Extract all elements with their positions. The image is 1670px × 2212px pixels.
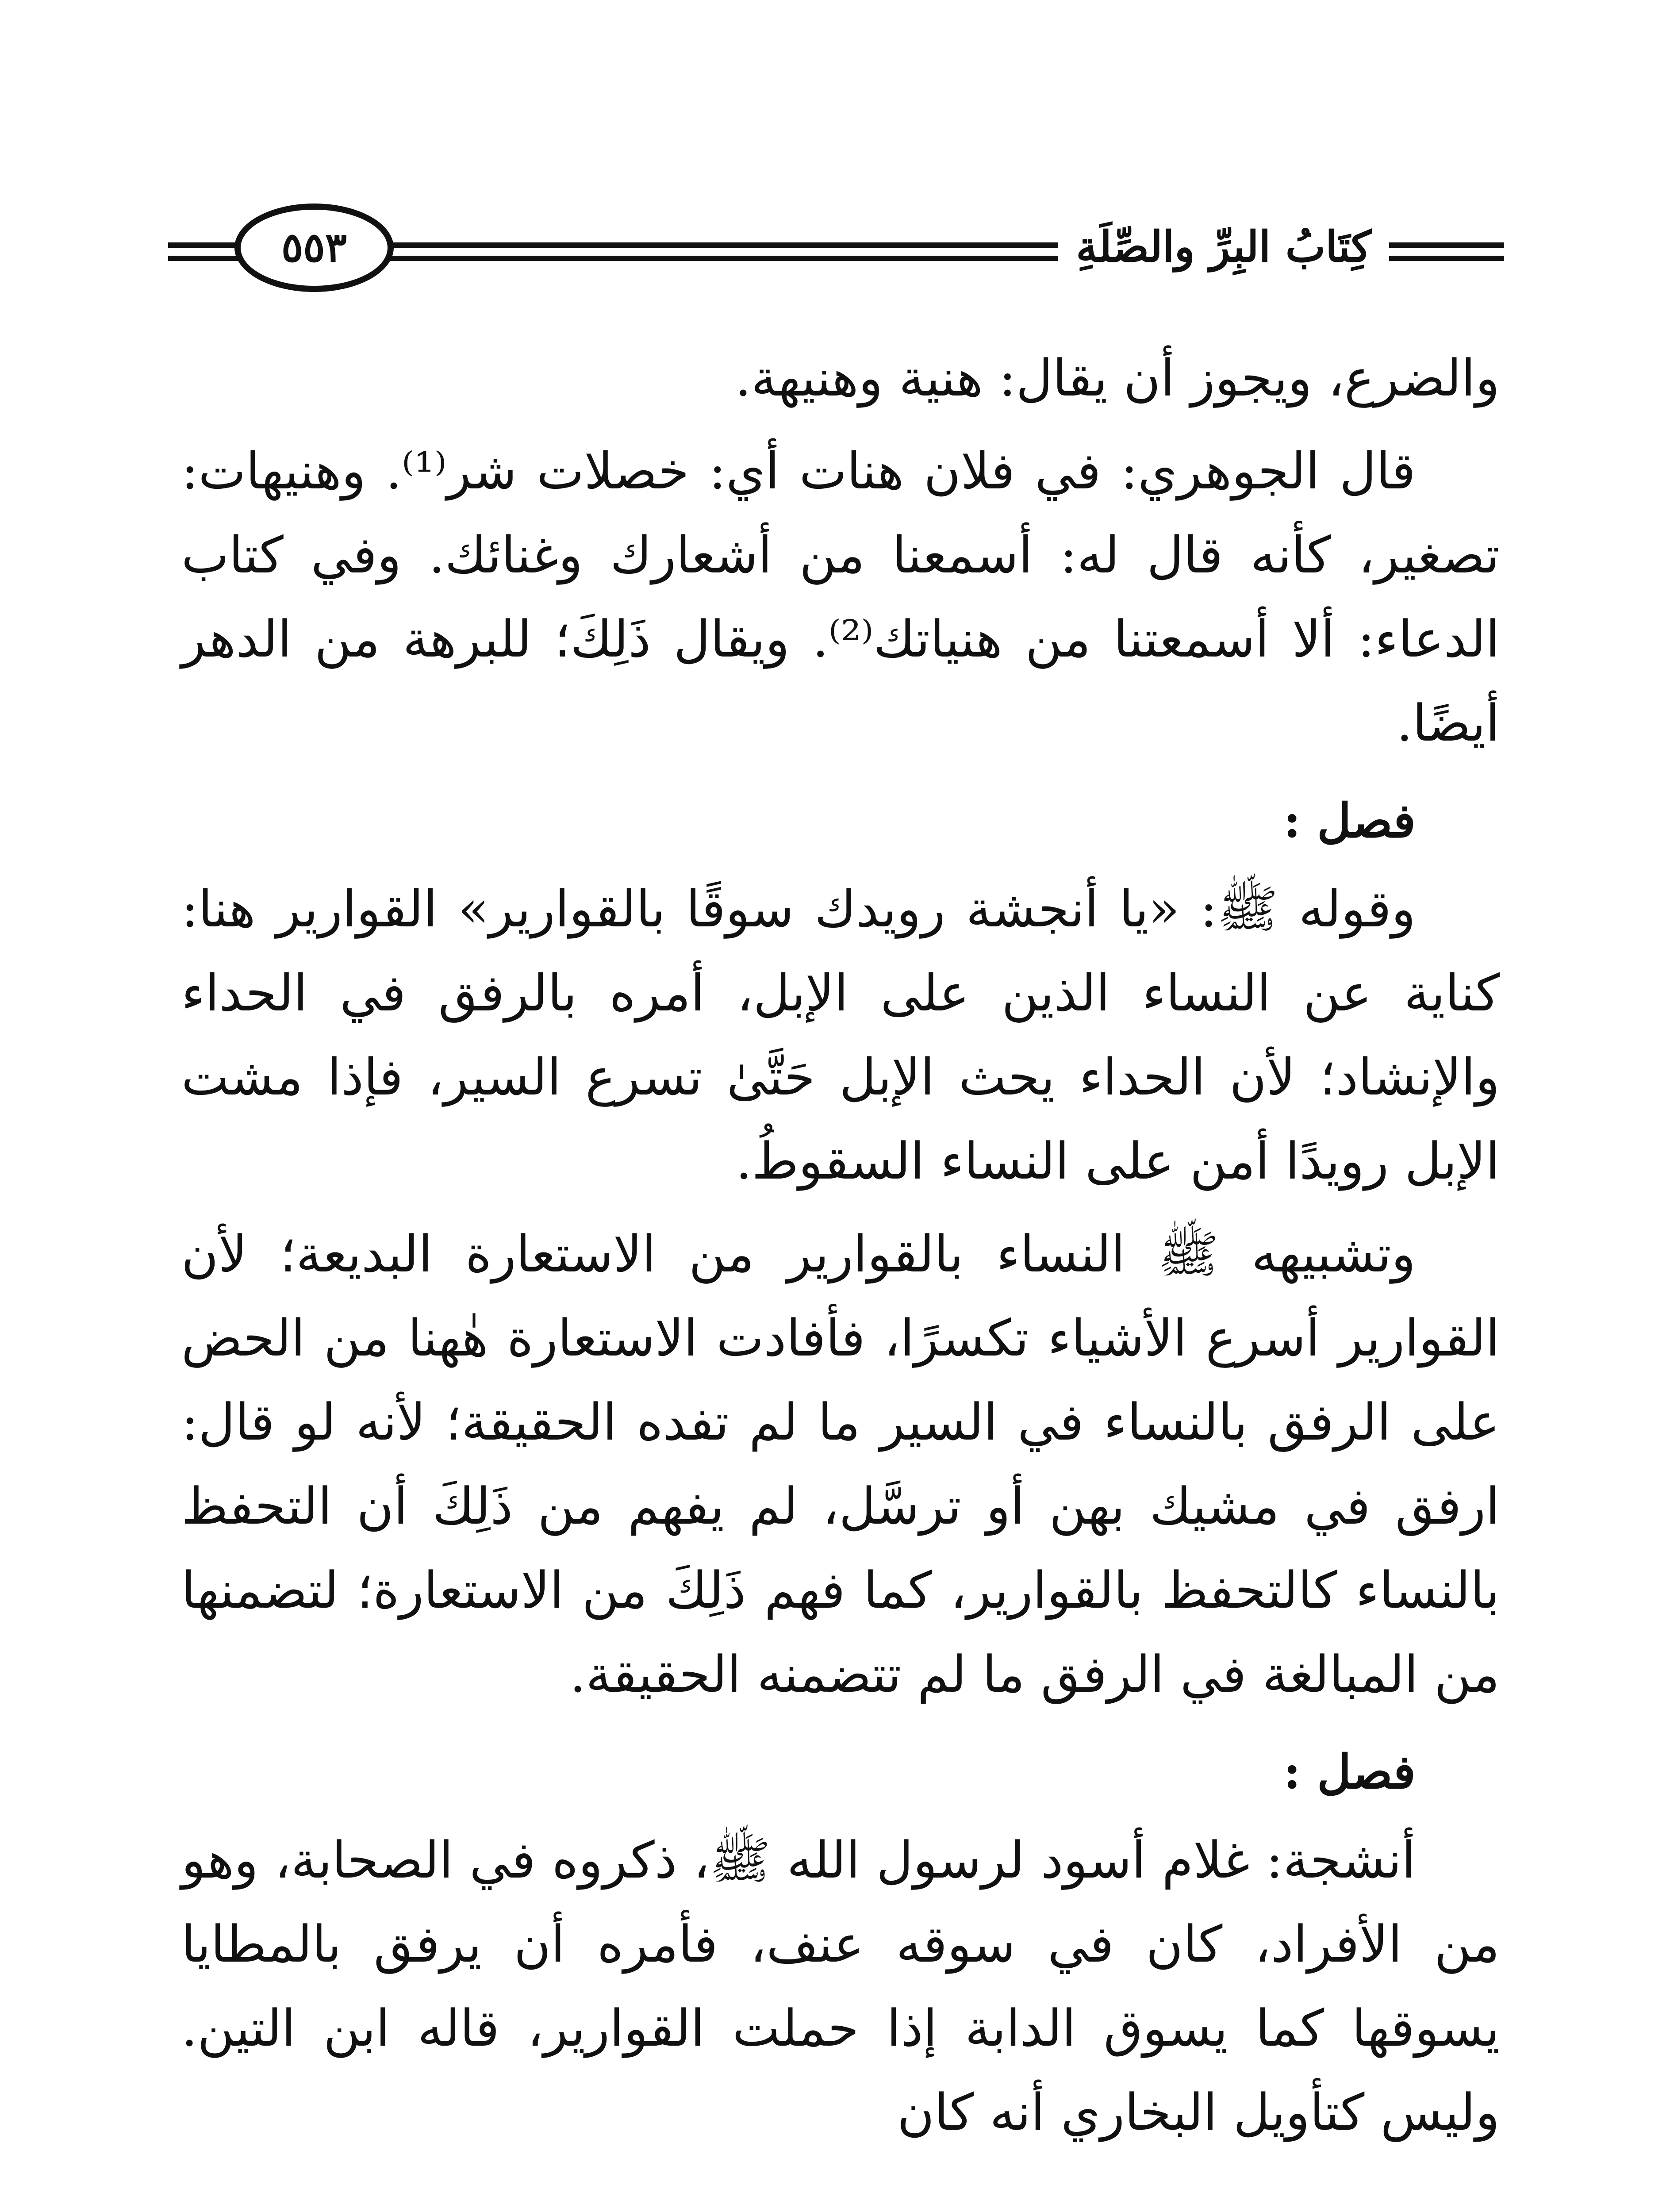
paragraph: قال الجوهري: في فلان هنات أي: خصلات شر⁽¹⁾. وهنيهات: تصغير، كأنه قال له: أسمعنا من أشعارك وغنائك. وفي كتاب الدعاء: ألا أسمعتنا من هنياتك⁽²⁾. ويقال ذَلِكَ؛ للبرهة من الدهر أيضًا.	[181, 442, 1500, 753]
page-number-badge: ٥٥٣	[234, 204, 394, 292]
main-text	[181, 336, 1500, 2163]
paragraph: والضرع، ويجوز أن يقال: هنية وهنيهة.	[735, 349, 1500, 407]
section-heading: فصل :	[1283, 793, 1416, 848]
chapter-title: كِتَابُ البِرِّ والصِّلَةِ	[1058, 216, 1389, 278]
paragraph: وقوله ﷺ: «يا أنجشة رويدك سوقًا بالقوارير» القوارير هنا: كناية عن النساء الذين على الإبل، أمره بالرفق في الحداء والإنشاد؛ لأن الحداء يحث الإبل حَتَّىٰ تسرع السير، فإذا مشت الإبل رويدًا أمن على النساء السقوطُ.	[181, 879, 1500, 1190]
running-header	[168, 204, 1504, 292]
paragraph: أنشجة: غلام أسود لرسول الله ﷺ، ذكروه في الصحابة، وهو من الأفراد، كان في سوقه عنف، فأمره أن يرفق بالمطايا يسوقها كما يسوق الدابة إذا حملت القوارير، قاله ابن التين. وليس كتأويل البخاري أنه كان	[181, 1831, 1500, 2142]
paragraph: وتشبيهه ﷺ النساء بالقوارير من الاستعارة البديعة؛ لأن القوارير أسرع الأشياء تكسرًا، فأفادت الاستعارة هٰهنا من الحض على الرفق بالنساء في السير ما لم تفده الحقيقة؛ لأنه لو قال: ارفق في مشيك بهن أو ترسَّل، لم يفهم من ذَلِكَ أن التحفظ بالنساء كالتحفظ بالقوارير، كما فهم ذَلِكَ من الاستعارة؛ لتضمنها من المبالغة في الرفق ما لم تتضمنه الحقيقة.	[181, 1225, 1500, 1704]
section-heading: فصل :	[1283, 1744, 1416, 1799]
